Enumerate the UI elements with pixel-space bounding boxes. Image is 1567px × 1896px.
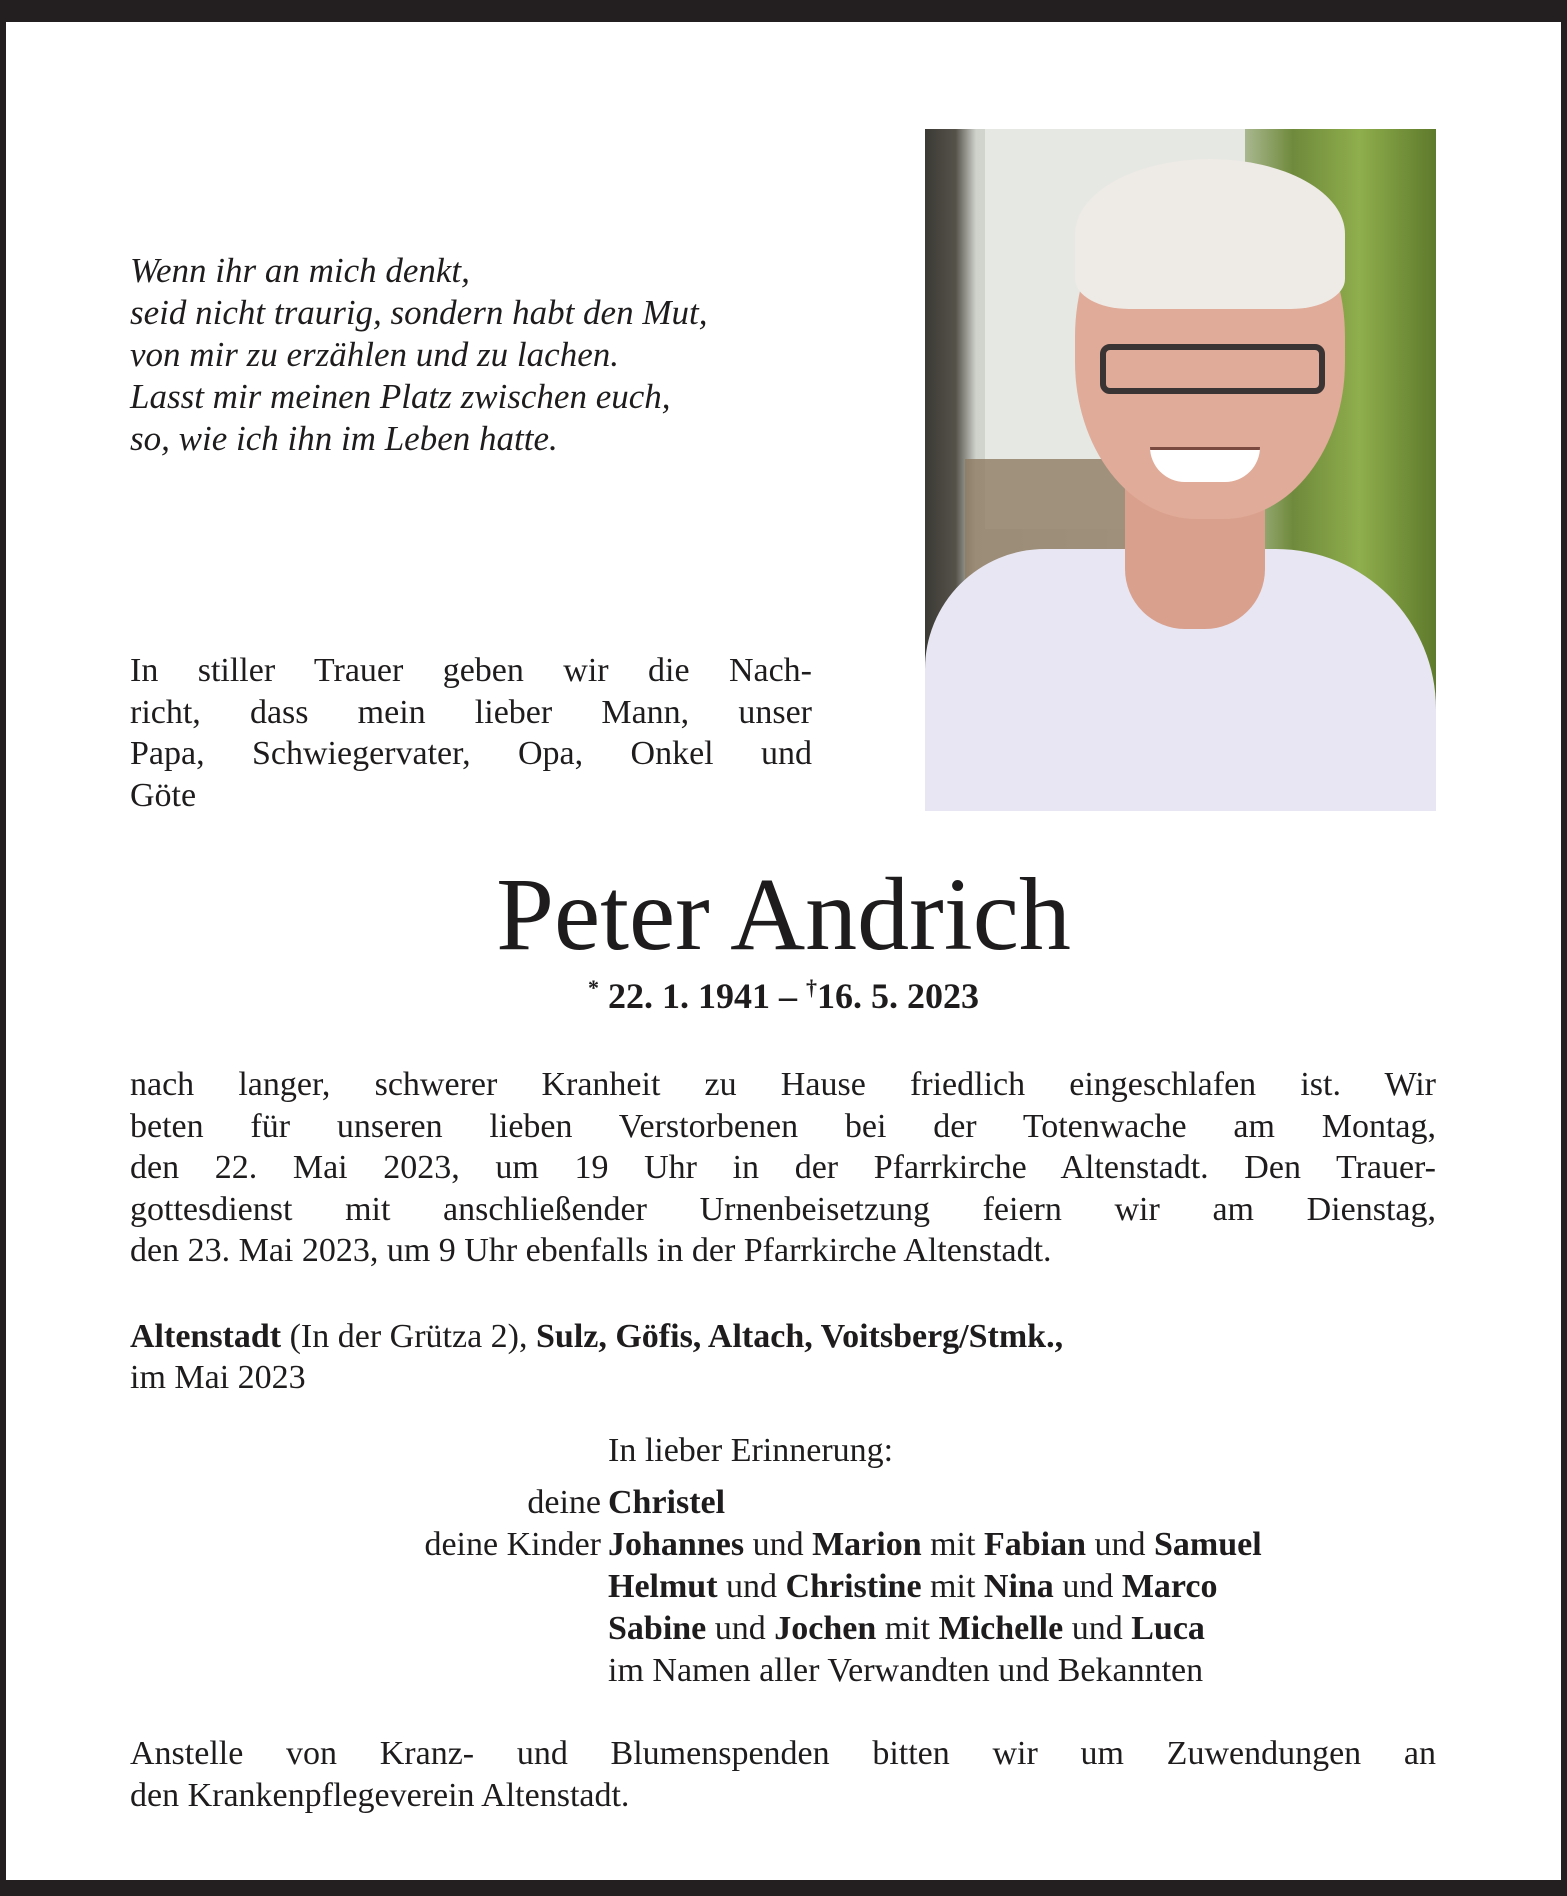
- family-member-name: Michelle: [938, 1610, 1064, 1647]
- donation-note: [130, 1733, 1436, 1817]
- family-row: [0, 1650, 1567, 1692]
- place-and-date: [130, 1316, 1063, 1398]
- death-symbol: †: [806, 975, 817, 1000]
- body-line: gottesdienst mit anschließender Urnenbeisetzung feiern wir am Dienstag,: [130, 1190, 1436, 1228]
- intro-paragraph: [130, 650, 812, 816]
- address: (In der Grütza 2),: [281, 1318, 536, 1355]
- connector-text: mit: [921, 1526, 984, 1563]
- intro-line: Göte: [130, 776, 197, 814]
- birth-date: 22. 1. 1941: [608, 976, 770, 1016]
- poem-line: so, wie ich ihn im Leben hatte.: [130, 419, 558, 458]
- poem-line: von mir zu erzählen und zu lachen.: [130, 335, 619, 374]
- family-row: [0, 1566, 1567, 1608]
- poem-line: seid nicht traurig, sondern habt den Mut,: [130, 293, 708, 332]
- family-member-name: Christel: [608, 1484, 726, 1521]
- connector-text: und: [1053, 1568, 1122, 1605]
- family-member-name: Marion: [812, 1526, 922, 1563]
- connector-text: im Namen aller Verwandten und Bekannten: [608, 1652, 1204, 1689]
- body-line: nach langer, schwerer Kranheit zu Hause friedlich eingeschlafen ist. Wir: [130, 1066, 1436, 1103]
- closing-line: den Krankenpflegeverein Altenstadt.: [130, 1777, 630, 1814]
- family-member-name: Christine: [785, 1568, 922, 1605]
- connector-text: und: [1063, 1610, 1132, 1647]
- body-line: den 23. Mai 2023, um 9 Uhr ebenfalls in der Pfarrkirche Altenstadt.: [130, 1232, 1052, 1269]
- family-names: [608, 1482, 725, 1524]
- connector-text: mit: [876, 1610, 939, 1647]
- family-relation-label: deine Kinder: [424, 1526, 601, 1563]
- announcement-paragraph: [130, 1064, 1436, 1272]
- family-member-name: Luca: [1131, 1610, 1205, 1647]
- birth-symbol: *: [588, 975, 599, 1000]
- family-member-name: Helmut: [608, 1568, 718, 1605]
- poem-line: Lasst mir meinen Platz zwischen euch,: [130, 377, 671, 416]
- family-signatures: [0, 1430, 1567, 1692]
- date-line: im Mai 2023: [130, 1359, 306, 1396]
- family-member-name: Sabine: [608, 1610, 707, 1647]
- memorial-poem: [130, 250, 707, 460]
- connector-text: mit: [921, 1568, 984, 1605]
- family-member-name: Fabian: [983, 1526, 1086, 1563]
- family-member-name: Jochen: [774, 1610, 877, 1647]
- intro-line: Papa, Schwiegervater, Opa, Onkel und: [130, 735, 812, 772]
- family-member-name: Nina: [983, 1568, 1054, 1605]
- connector-text: und: [706, 1610, 775, 1647]
- family-row: [0, 1524, 1567, 1566]
- body-line: den 22. Mai 2023, um 19 Uhr in der Pfarrkirche Altenstadt. Den Trauer-: [130, 1149, 1436, 1186]
- family-names: [608, 1524, 1262, 1566]
- family-names: [608, 1608, 1205, 1650]
- town: Altenstadt: [130, 1318, 282, 1355]
- intro-line: In stiller Trauer geben wir die Nach-: [130, 652, 812, 689]
- body-line: beten für unseren lieben Verstorbenen bei der Totenwache am Montag,: [130, 1107, 1436, 1145]
- family-row: [0, 1608, 1567, 1650]
- intro-line: richt, dass mein lieber Mann, unser: [130, 693, 812, 731]
- closing-line: Anstelle von Kranz- und Blumenspenden bitten wir um Zuwendungen an: [130, 1735, 1436, 1772]
- family-member-name: Johannes: [608, 1526, 745, 1563]
- family-heading: In lieber Erinnerung:: [608, 1432, 894, 1469]
- family-names: [608, 1566, 1217, 1608]
- family-member-name: Samuel: [1154, 1526, 1262, 1563]
- family-relation-label: deine: [527, 1484, 601, 1521]
- poem-line: Wenn ihr an mich denkt,: [130, 251, 470, 290]
- connector-text: und: [1086, 1526, 1154, 1563]
- family-names: [608, 1650, 1203, 1692]
- deceased-name: Peter Andrich: [496, 857, 1071, 972]
- connector-text: und: [744, 1526, 813, 1563]
- portrait-photo: [925, 129, 1436, 811]
- family-row: [0, 1482, 1567, 1524]
- connector-text: und: [717, 1568, 786, 1605]
- date-separator: –: [770, 976, 806, 1016]
- other-towns: Sulz, Göfis, Altach, Voitsberg/Stmk.,: [536, 1318, 1064, 1355]
- family-member-name: Marco: [1121, 1568, 1218, 1605]
- death-date: 16. 5. 2023: [817, 976, 979, 1016]
- life-dates: [0, 975, 1567, 1017]
